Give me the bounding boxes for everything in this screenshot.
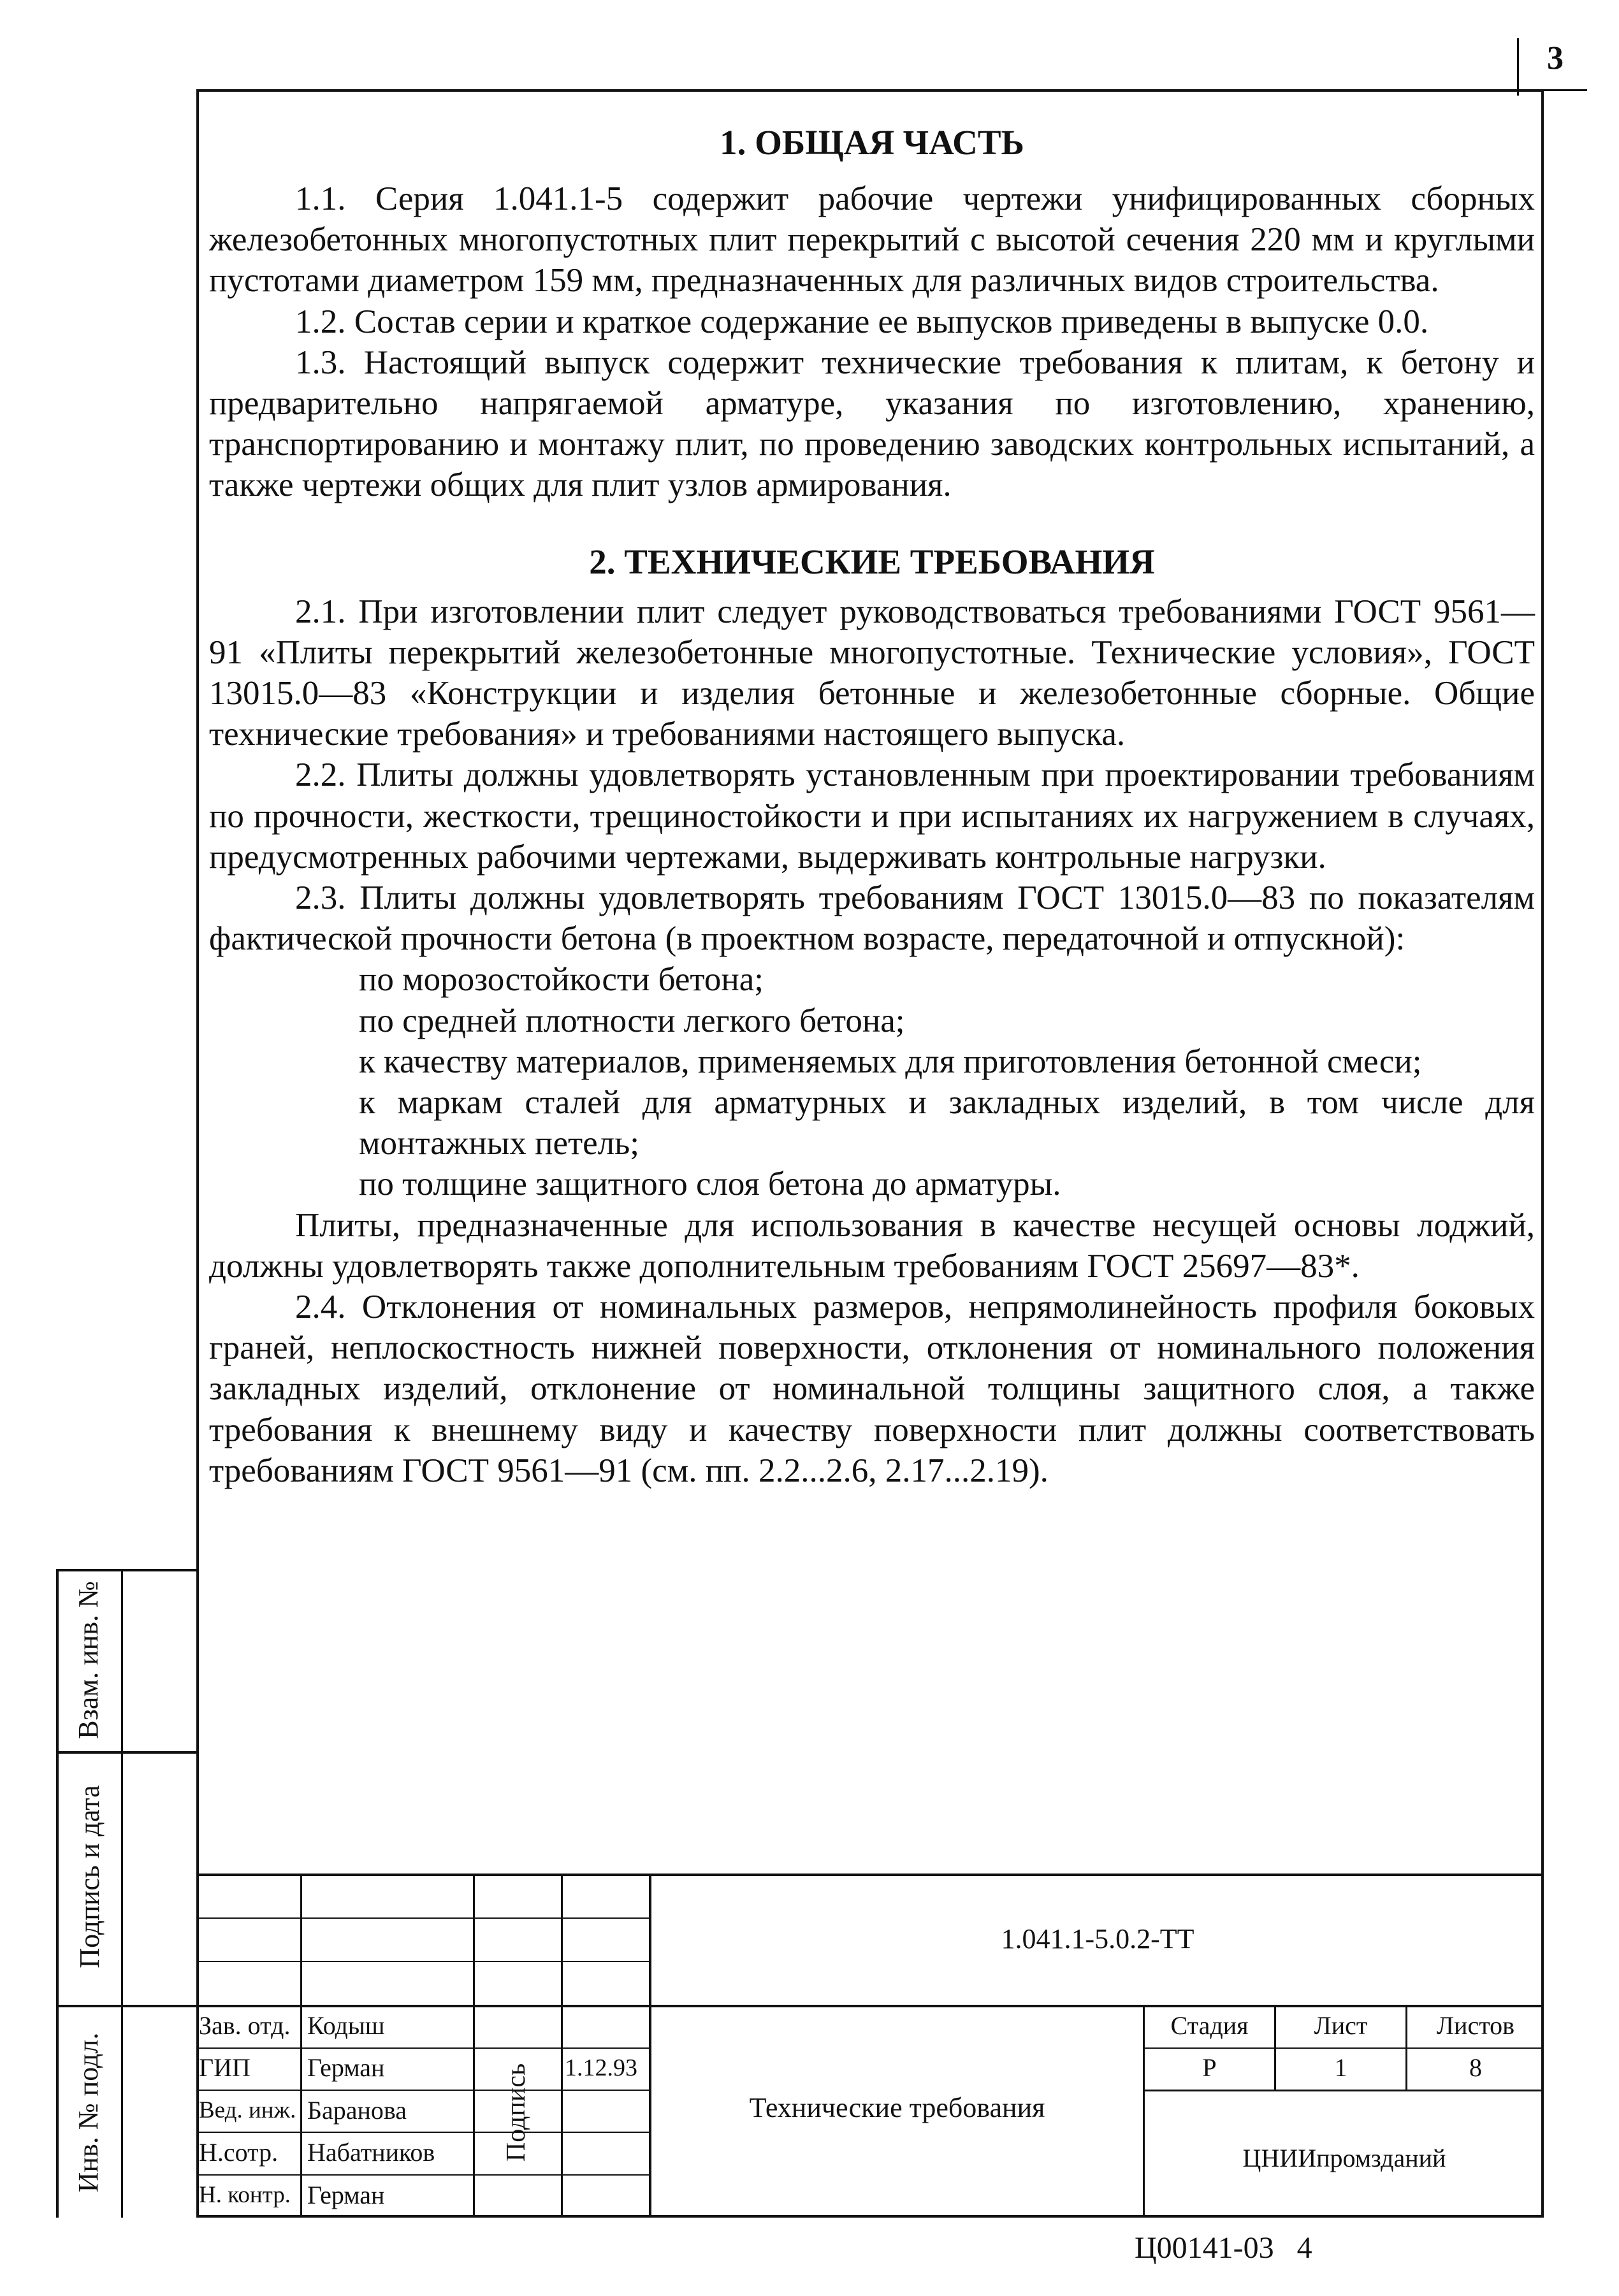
list-item: по средней плотности легкого бетона;	[359, 1002, 905, 1039]
paragraph-2-2: 2.2. Плиты должны удовлетворять установленным при проектировании требованиям по прочности, жесткости, трещиностойкости и при испытаниях их нагружением в случаях, предусмотренных рабочими чертежами, выдерживать контрольные нагрузки.	[209, 756, 1535, 876]
paragraph-2-3: 2.3. Плиты должны удовлетворять требованиям ГОСТ 13015.0—83 по показателям фактической прочности бетона (в проектном возрасте, передаточной и отпускной):	[209, 879, 1535, 958]
role-name: Герман	[307, 2053, 385, 2082]
list-item: к качеству материалов, применяемых для приготовления бетонной смеси;	[359, 1043, 1422, 1080]
sheets-value: 8	[1469, 2053, 1482, 2082]
role-name: Кодыш	[307, 2011, 385, 2040]
role-name: Баранова	[307, 2096, 407, 2125]
organization-name: ЦНИИпромзданий	[1242, 2144, 1446, 2172]
role-name: Набатников	[307, 2138, 435, 2167]
role-label: Вед. инж.	[199, 2097, 296, 2123]
footer-code: Ц00141-03 4	[1135, 2231, 1312, 2265]
role-label: Н. контр.	[199, 2182, 291, 2208]
sheet-value: 1	[1334, 2053, 1347, 2082]
paragraph-2-1: 2.1. При изготовлении плит следует руководствоваться требованиями ГОСТ 9561—91 «Плиты перекрытий железобетонные многопустотные. Технические условия», ГОСТ 13015.0—83 «Конструкции и изделия бетонные и железобетонные сборные. Общие технические требования» и требованиями настоящего выпуска.	[209, 593, 1535, 753]
replacement-inventory-label: Взам. инв. №	[73, 1581, 104, 1739]
role-label: Зав. отд.	[199, 2011, 291, 2040]
page-number-divider	[1517, 38, 1519, 96]
signature-label: Подпись	[502, 2063, 531, 2162]
original-inventory-label: Инв. № подл.	[73, 2032, 104, 2193]
list-item: по толщине защитного слоя бетона до арматуры.	[359, 1166, 1061, 1203]
role-name: Герман	[307, 2181, 385, 2209]
sheet-label: Лист	[1314, 2011, 1368, 2040]
role-label: Н.сотр.	[199, 2138, 279, 2167]
paragraph-1-1: 1.1. Серия 1.041.1-5 содержит рабочие чертежи унифицированных сборных железобетонных многопустотных плит перекрытий с высотой сечения 220 мм и круглыми пустотами диаметром 159 мм, предназначенных для различных видов строительства.	[209, 180, 1535, 300]
document-body	[209, 122, 1535, 1491]
list-item: к маркам сталей для арматурных и закладных изделий, в том числе для монтажных петель;	[359, 1084, 1535, 1162]
signature-date-label: Подпись и дата	[74, 1785, 105, 1968]
stage-value: Р	[1202, 2053, 1217, 2082]
section-2-heading: 2. ТЕХНИЧЕСКИЕ ТРЕБОВАНИЯ	[589, 542, 1155, 581]
paragraph-loggia: Плиты, предназначенные для использования в качестве несущей основы лоджий, должны удовлетворять также дополнительным требованиям ГОСТ 25697—83*.	[209, 1206, 1535, 1285]
paragraph-2-4: 2.4. Отклонения от номинальных размеров, непрямолинейность профиля боковых граней, неплоскостность нижней поверхности, отклонения от номинального положения закладных изделий, отклонение от номинальной толщины защитного слоя, а также требования к внешнему виду и качеству поверхности плит должны соответствовать требованиям ГОСТ 9561—91 (см. пп. 2.2...2.6, 2.17...2.19).	[209, 1289, 1535, 1489]
document-title: Технические требования	[749, 2092, 1045, 2123]
approval-date: 1.12.93	[565, 2054, 637, 2081]
section-1-heading: 1. ОБЩАЯ ЧАСТЬ	[720, 123, 1024, 162]
paragraph-1-2: 1.2. Состав серии и краткое содержание ее выпусков приведены в выпуске 0.0.	[295, 303, 1429, 340]
document-code: 1.041.1-5.0.2-ТТ	[1001, 1923, 1194, 1954]
sheets-label: Листов	[1436, 2011, 1515, 2040]
paragraph-1-3: 1.3. Настоящий выпуск содержит технические требования к плитам, к бетону и предварительно напрягаемой арматуре, указания по изготовлению, хранению, транспортированию и монтажу плит, по проведению заводских контрольных испытаний, а также чертежи общих для плит узлов армирования.	[209, 343, 1535, 504]
list-item: по морозостойкости бетона;	[359, 961, 764, 999]
role-label: ГИП	[199, 2053, 250, 2082]
stage-label: Стадия	[1170, 2011, 1249, 2040]
page-number: 3	[1547, 40, 1564, 76]
